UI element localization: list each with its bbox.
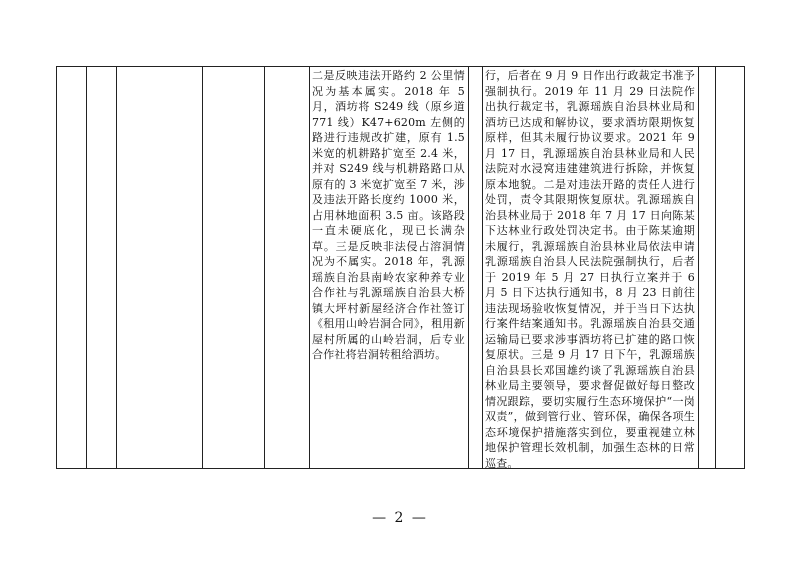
- rectification-text: 行，后者在 9 月 9 日作出行政裁定书准予强制执行。2019 年 11 月 29 日法院作出执行裁定书，乳源瑶族自治县林业局和酒坊已达成和解协议，要求酒坊限期恢复原样，但其未履行协议要求。2021 年 9 月 17 日，乳源瑶族自治县林业局和人民法院对水浸窝违建建筑进行拆除，并恢复原本地貌。二是对违法开路的责任人进行处罚，责令其限期恢复原状。乳源瑶族自治县林业局于 2018 年 7 月 17 日向陈某下达林业行政处罚决定书。由于陈某逾期未履行，乳源瑶族自治县林业局依法申请乳源瑶族自治县人民法院强制执行，后者于 2019 年 5 月 27 日执行立案并于 6 月 5 日下达执行通知书，8 月 23 日前往违法现场验收恢复情况，并于当日下达执行案件结案通知书。乳源瑶族自治县交通运输局已要求涉事酒坊将已扩建的路口恢复原状。三是 9 月 17 日下午，乳源瑶族自治县县长邓国雄约谈了乳源瑶族自治县林业局主要领导，要求督促做好每日整改情况跟踪，要切实履行生态环境保护“一岗双责”，做到管行业、管环保，确保各项生态环境保护措施落实到位，要重视建立林地保护管理长效机制，加强生态林的日常巡查。: [485, 69, 695, 470]
- column-divider: [264, 66, 265, 469]
- column-divider: [468, 66, 469, 469]
- finding-text: 二是反映违法开路约 2 公里情况为基本属实。2018 年 5 月，酒坊将 S249 线（原乡道 771 线）K47+620m 左侧的路进行违规改扩建，原有 1.5 米宽的机耕路扩宽至 2.4 米，并对 S249 线与机耕路路口从原有的 3 米宽扩宽至 7 米，涉及违法开路长度约 1000 米，占用林地面积 3.5 亩。该路段一直未硬底化，现已长满杂草。三是反映非法侵占溶洞情况为不属实。2018 年，乳源瑶族自治县南岭农家种养专业合作社与乳源瑶族自治县大桥镇大坪村新屋经济合作社签订《租用山岭岩洞合同》，租用新屋村所属的山岭岩洞，后专业合作社将岩洞转租给酒坊。: [312, 69, 465, 361]
- column-divider: [202, 66, 203, 469]
- column-divider: [715, 66, 716, 469]
- page-number: — 2 —: [372, 510, 428, 526]
- column-divider: [698, 66, 699, 469]
- finding-text-cell: [312, 68, 465, 368]
- table-top-border: [56, 66, 744, 67]
- column-divider: [116, 66, 117, 469]
- rectification-text-cell: [485, 68, 695, 470]
- column-divider: [86, 66, 87, 469]
- table-right-border: [744, 66, 745, 469]
- column-divider: [309, 66, 310, 469]
- column-divider: [482, 66, 483, 469]
- column-divider: [56, 66, 57, 469]
